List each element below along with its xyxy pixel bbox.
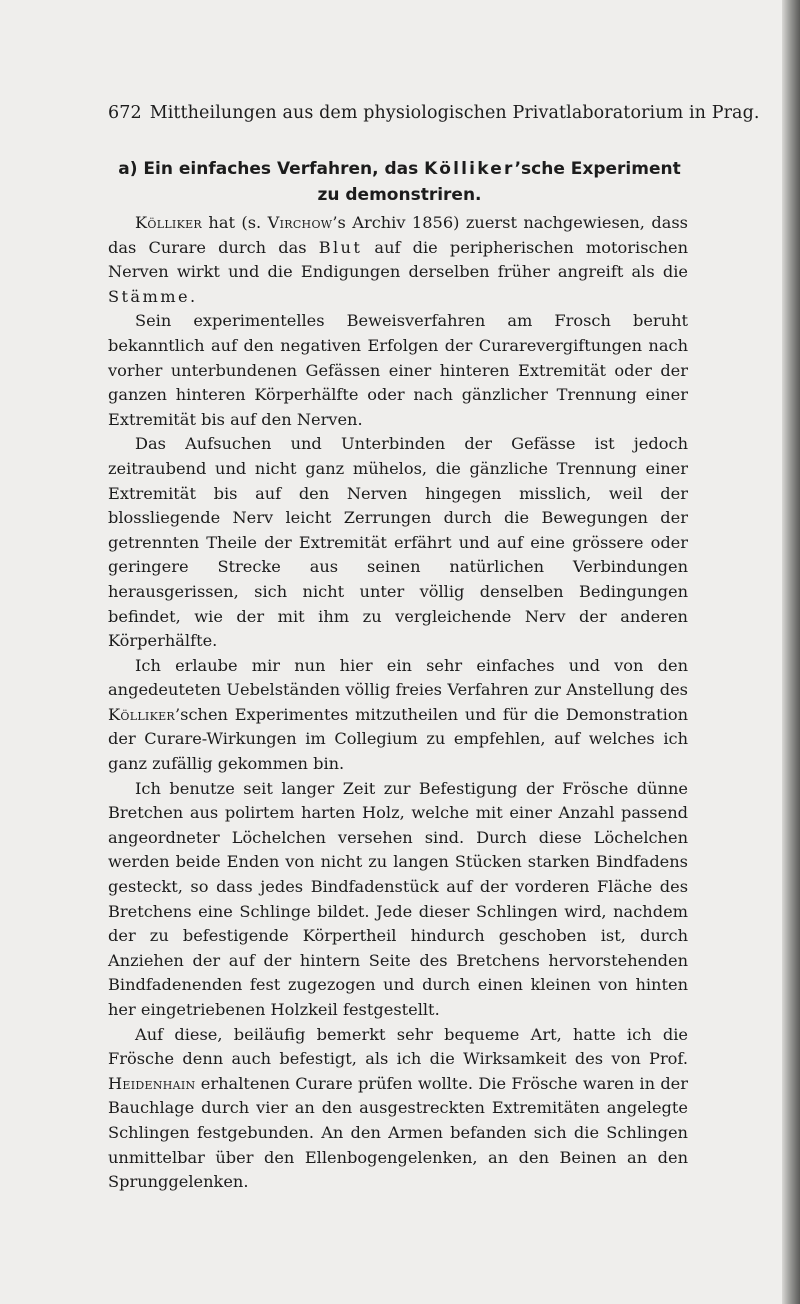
emphasis-blut: Blut <box>318 237 363 257</box>
page-edge-shadow <box>782 0 800 1304</box>
paragraph-1-text-a: hat (s. <box>202 213 268 232</box>
paragraph-1-text-d: . <box>189 286 196 306</box>
paragraph-5: Ich benutze seit langer Zeit zur Befestigung der Frösche dünne Bretchen aus polirtem harten Holz, welche mit einer Anzahl passend angeordneter Löchelchen versehen sind. Durch diese Löchelchen werden beide Enden von nicht zu langen Stücken starken Bindfadens gesteckt, so dass jedes Bindfadenstück auf der vorderen Fläche des Bretchens eine Schlinge bildet. Jede dieser Schlingen wird, nachdem der zu befestigende Körpertheil hindurch geschoben ist, durch Anziehen der auf der hintern Seite des Bretchens hervorstehenden Bindfadenenden fest zugezogen und durch einen kleinen von hinten her eingetriebenen Holzkeil festgestellt. <box>108 778 688 1019</box>
paragraph-1 <box>108 211 688 309</box>
author-name: Virchow <box>267 213 333 232</box>
emphasis-staemme: Stämme <box>108 286 190 306</box>
section-title <box>112 156 687 208</box>
paragraph-3: Das Aufsuchen und Unterbinden der Gefässe ist jedoch zeitraubend und nicht ganz mühelos, die gänzliche Trennung einer Extremität bis auf den Nerven hingegen misslich, weil der blossliegende Nerv leicht Zerrungen durch die Bewegungen der getrennten Theile der Extremität erfährt und auf eine grössere oder geringere Strecke aus seinen natürlichen Verbindungen herausgerissen, sich nicht unter völlig denselben Bedingungen befindet, wie der mit ihm zu vergleichende Nerv der anderen Körperhälfte. <box>108 434 688 651</box>
author-name: Kölliker <box>135 213 202 232</box>
paragraph-6 <box>108 1023 688 1195</box>
paragraph-6-text-a: Auf diese, beiläufig bemerkt sehr bequeme Art, hatte ich die Frösche denn auch befestigt, als ich die Wirksamkeit des von Prof. <box>108 1024 688 1069</box>
section-title-name: Kölliker <box>424 159 515 179</box>
paragraph-4-text-b: ’schen Experimentes mitzutheilen und für die Demonstration der Curare-Wirkungen im Collegium zu empfehlen, auf welches ich ganz zufällig gekommen bin. <box>108 704 688 774</box>
paragraph-1-text-c: auf die peripherischen motorischen Nerven wirkt und die Endigungen derselben früher angreift als die <box>108 237 688 282</box>
running-head <box>108 103 760 123</box>
paragraph-4 <box>108 654 688 777</box>
body-text <box>108 211 688 1195</box>
section-title-post: ’sche Experiment zu demonstriren. <box>317 159 681 205</box>
paragraph-1-text-b: ’s Archiv 1856) zuerst nachgewiesen, dass das Curare durch das <box>108 213 688 257</box>
section-title-pre: a) Ein einfaches Verfahren, das <box>118 159 425 179</box>
author-name: Kölliker <box>108 704 175 724</box>
running-title: Mittheilungen aus dem physiologischen Privatlaboratorium in Prag. <box>149 103 760 123</box>
paragraph-2: Sein experimentelles Beweisverfahren am Frosch beruht bekanntlich auf den negativen Erfolgen der Curarevergiftungen nach vorher unterbundenen Gefässen einer hinteren Extremität oder der ganzen hinteren Körperhälfte oder nach gänzlicher Trennung einer Extremität bis auf den Nerven. <box>108 311 688 429</box>
paragraph-4-text-a: Ich erlaube mir nun hier ein sehr einfaches und von den angedeuteten Uebelständen völlig freies Verfahren zur Anstellung des <box>108 655 688 700</box>
author-name: Heidenhain <box>108 1073 196 1093</box>
page-number: 672 <box>108 103 142 123</box>
paragraph-6-text-b: erhaltenen Curare prüfen wollte. Die Frösche waren in der Bauchlage durch vier an den ausgestreckten Extremitäten angelegte Schlingen festgebunden. An den Armen befanden sich die Schlingen unmittelbar über den Ellenbogengelenken, an den Beinen an den Sprunggelenken. <box>108 1073 688 1192</box>
